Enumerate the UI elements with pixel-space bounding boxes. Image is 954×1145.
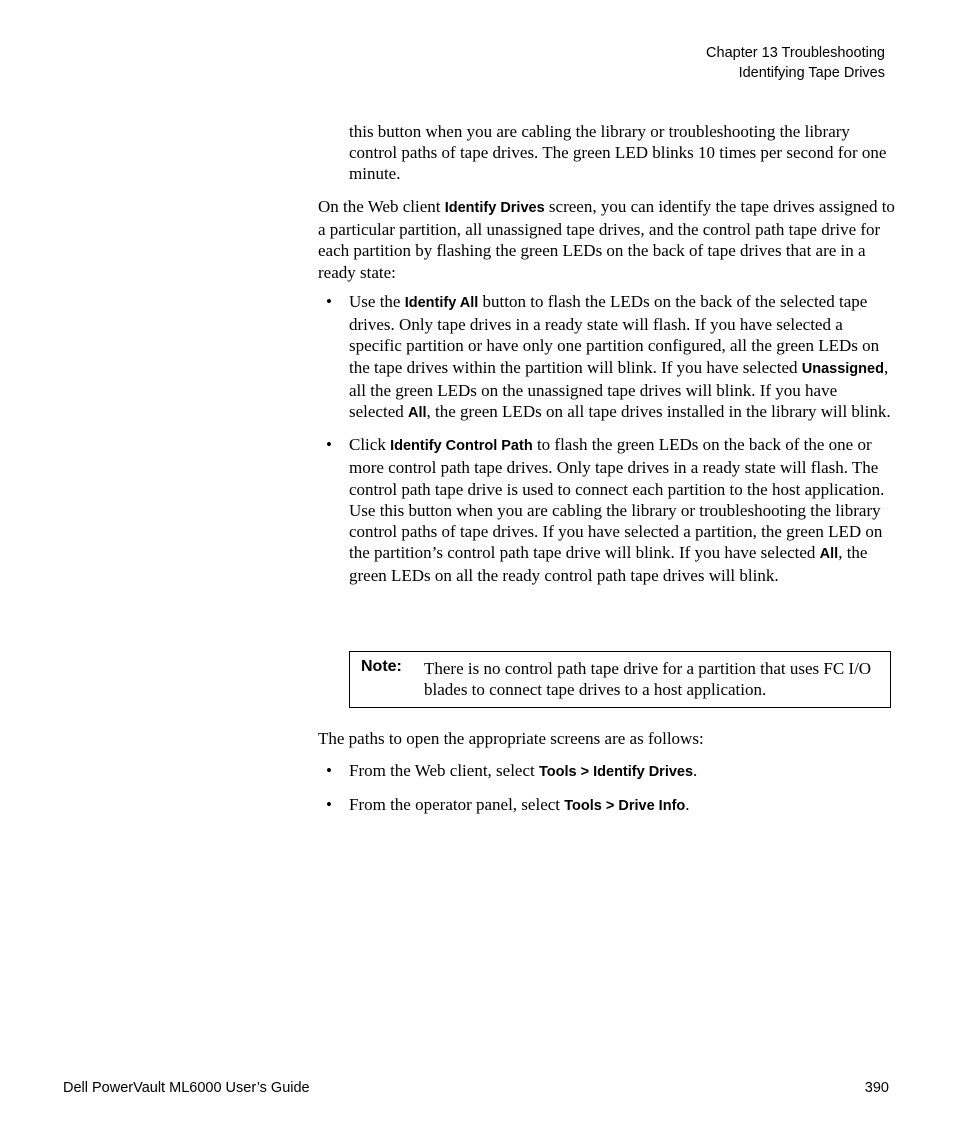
list-item-web-client-path	[318, 760, 896, 783]
item-text: From the Web client, select	[349, 761, 539, 780]
bullet-icon: •	[326, 761, 332, 780]
page-number: 390	[864, 1080, 889, 1096]
intro-text-2: screen, you can identify the tape drives assigned to a particular partition, all unassigned tape drives, and the control path tape drive for each partition by flashing the green LEDs on the back of tape drives that are in a ready state:	[318, 197, 895, 282]
note-box	[349, 651, 891, 708]
list-item-identify-all	[318, 291, 896, 424]
identify-options-list	[318, 291, 896, 587]
paths-intro: The paths to open the appropriate screens are as follows:	[318, 729, 704, 748]
ui-term-all: All	[819, 546, 839, 563]
ui-term-all: All	[408, 405, 427, 422]
paths-list	[318, 760, 896, 817]
bullet-icon: •	[326, 435, 332, 455]
ui-path-tools-drive-info: Tools > Drive Info	[564, 798, 686, 815]
item-text: From the operator panel, select	[349, 795, 565, 815]
bullet-icon: •	[326, 292, 332, 311]
item-text: , the green LEDs on all tape drives installed in the library will blink.	[426, 402, 891, 422]
ui-term-identify-control-path: Identify Control Path	[390, 438, 533, 455]
list-item-identify-control-path	[318, 434, 896, 586]
running-header	[706, 43, 885, 83]
intro-paragraph	[318, 196, 896, 283]
continuation-paragraph: this button when you are cabling the library or troubleshooting the library control paths of tape drives. The green LED blinks 10 times per second for one minute.	[349, 122, 887, 184]
footer-title: Dell PowerVault ML6000 User’s Guide	[63, 1080, 310, 1096]
list-item-operator-panel-path	[318, 794, 896, 817]
item-text: , all the green LEDs on the unassigned tape drives will blink. If you have selected	[349, 357, 889, 422]
ui-term-unassigned: Unassigned	[801, 360, 884, 377]
item-text: .	[693, 761, 698, 780]
item-text: .	[685, 795, 690, 815]
ui-term-identify-drives: Identify Drives	[444, 200, 545, 216]
header-chapter: Chapter 13 Troubleshooting	[706, 45, 885, 61]
bullet-icon: •	[326, 795, 332, 815]
note-label: Note:	[361, 658, 402, 675]
item-text: Click	[349, 435, 391, 455]
item-text: to flash the green LEDs on the back of the one or more control path tape drives. Only tape drives in a ready state will flash. The control path tape drive is used to connect each partition to the host application. Use this button when you are cabling the library or troubleshooting the library control paths of tape drives. If you have selected a partition, the green LED on the partition’s control path tape drive will blink. If you have selected	[349, 435, 885, 563]
ui-path-tools-identify-drives: Tools > Identify Drives	[539, 764, 694, 780]
item-text: button to flash the LEDs on the back of the selected tape drives. Only tape drives in a ready state will flash. If you have selected a specific partition or have only one partition configured, all the green LEDs on the tape drives within the partition will blink. If you have selected	[349, 292, 880, 377]
ui-term-identify-all: Identify All	[404, 295, 479, 311]
header-section: Identifying Tape Drives	[738, 65, 885, 81]
item-text: Use the	[349, 292, 405, 311]
note-text: There is no control path tape drive for a partition that uses FC I/O blades to connect tape drives to a host application.	[424, 659, 872, 700]
item-text: , the green LEDs on all the ready control path tape drives will blink.	[349, 543, 868, 586]
intro-text-1: On the Web client	[318, 197, 445, 216]
